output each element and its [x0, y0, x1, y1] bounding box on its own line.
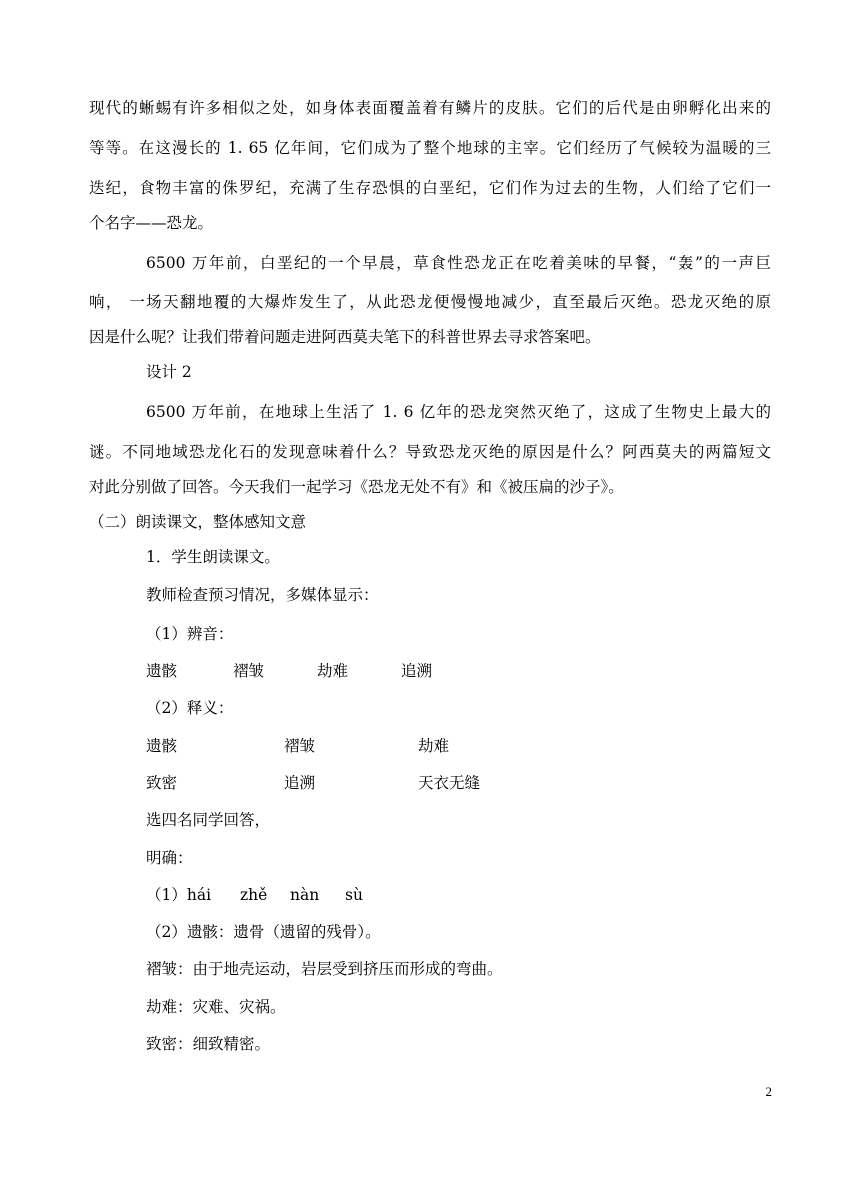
page-number: 2 — [765, 1084, 772, 1099]
list-item: 1．学生朗读课文。 — [146, 548, 280, 566]
definition-line: （2）遗骸：遗骨（遗留的残骨）。 — [146, 923, 381, 941]
pinyin-answer-row — [0, 885, 860, 905]
definition-line: 褶皱：由于地壳运动，岩层受到挤压而形成的弯曲。 — [146, 960, 503, 978]
word-item: 追溯 — [284, 774, 316, 792]
pinyin-answer: sù — [345, 886, 363, 904]
word-item: 褶皱 — [284, 737, 316, 755]
word-item: 追溯 — [401, 662, 433, 680]
word-item: 遗骸 — [146, 662, 178, 680]
pinyin-word-row — [0, 661, 860, 681]
subheading: （1）辨音： — [146, 625, 234, 643]
section-heading: 设计 2 — [146, 363, 192, 381]
word-item: 褶皱 — [233, 662, 265, 680]
word-item: 遗骸 — [146, 737, 178, 755]
paragraph-line: 响， 一场天翻地覆的大爆炸发生了，从此恐龙便慢慢地减少，直至最后灭绝。恐龙灭绝的原 — [89, 293, 771, 311]
paragraph-line: 迭纪，食物丰富的侏罗纪，充满了生存恐惧的白垩纪，它们作为过去的生物，人们给了它们一 — [89, 179, 771, 197]
paragraph-line: 因是什么呢？让我们带着问题走进阿西莫夫笔下的科普世界去寻求答案吧。 — [89, 328, 601, 346]
paragraph-line: 6500 万年前，白垩纪的一个早晨，草食性恐龙正在吃着美味的早餐，“轰”的一声巨 — [146, 254, 771, 272]
paragraph-line: 教师检查预习情况，多媒体显示： — [146, 586, 379, 604]
paragraph-line: 个名字——恐龙。 — [89, 214, 214, 232]
paragraph-line: 明确： — [146, 849, 193, 867]
paragraph-line: 现代的蜥蜴有许多相似之处，如身体表面覆盖着有鳞片的皮肤。它们的后代是由卵孵化出来的 — [89, 99, 771, 117]
word-item: 劫难 — [418, 737, 450, 755]
definition-word-row — [0, 736, 860, 756]
definition-line: 致密：细致精密。 — [146, 1035, 271, 1053]
pinyin-answer: （1）hái — [146, 886, 212, 904]
paragraph-line: 6500 万年前，在地球上生活了 1. 6 亿年的恐龙突然灭绝了，这成了生物史上最大的 — [146, 403, 771, 421]
word-item: 致密 — [146, 774, 178, 792]
pinyin-answer: nàn — [290, 886, 320, 904]
paragraph-line: 选四名同学回答， — [146, 811, 271, 829]
word-item: 劫难 — [317, 662, 349, 680]
section-heading: （二）朗读课文，整体感知文意 — [89, 513, 307, 531]
paragraph-line: 等等。在这漫长的 1. 65 亿年间，它们成为了整个地球的主宰。它们经历了气候较为温暖的三 — [89, 139, 771, 157]
definition-word-row — [0, 773, 860, 793]
definition-line: 劫难：灾难、灾祸。 — [146, 998, 286, 1016]
paragraph-line: 谜。不同地域恐龙化石的发现意味着什么？导致恐龙灭绝的原因是什么？阿西莫夫的两篇短文 — [89, 443, 771, 461]
paragraph-line: 对此分别做了回答。今天我们一起学习《恐龙无处不有》和《被压扁的沙子》。 — [89, 478, 624, 496]
pinyin-answer: zhě — [240, 886, 268, 904]
subheading: （2）释义： — [146, 699, 234, 717]
word-item: 天衣无缝 — [418, 774, 481, 792]
